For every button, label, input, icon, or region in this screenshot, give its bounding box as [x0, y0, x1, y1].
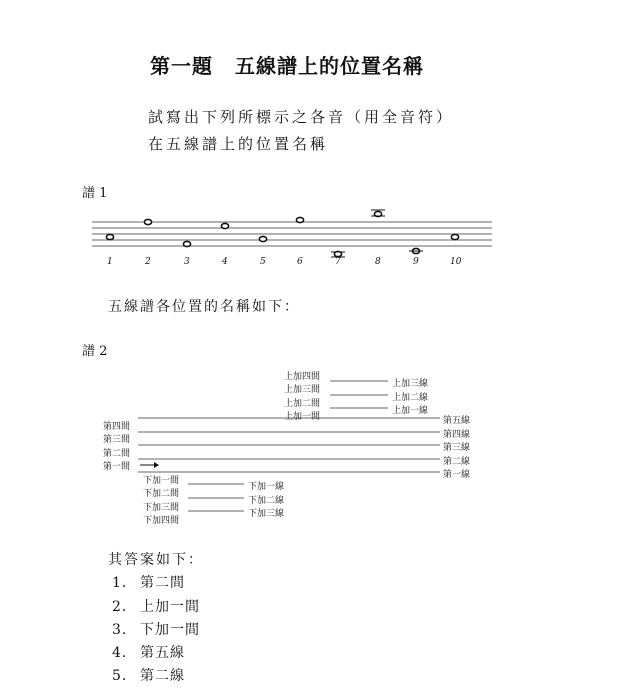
title-part1: 第一題 [150, 54, 213, 78]
upper-line-3: 上加三線 [392, 379, 429, 389]
answer-text: 第二線 [140, 668, 185, 684]
note-10 [451, 234, 458, 239]
answer-item [112, 619, 200, 639]
staff-line-5: 第五線 [443, 416, 471, 426]
instruction-line-2: 在五線譜上的位置名稱 [148, 135, 329, 153]
note-number-7: 7 [335, 257, 341, 267]
lower-space-1: 下加一間 [143, 476, 180, 486]
staff-line-1: 第一線 [443, 470, 471, 480]
answer-text: 第五線 [140, 645, 185, 661]
answer-number: 3. [112, 622, 128, 638]
answer-number: 5. [112, 668, 128, 684]
note-6 [296, 217, 303, 222]
note-2 [144, 219, 151, 224]
upper-space-1: 上加一間 [284, 412, 321, 422]
answer-item [112, 596, 200, 616]
upper-line-1: 上加一線 [392, 406, 429, 416]
instruction-line-1: 試寫出下列所標示之各音（用全音符） [148, 108, 455, 126]
lower-line-3: 下加三線 [248, 509, 285, 519]
note-number-10: 10 [450, 257, 462, 267]
answer-item [112, 665, 185, 685]
note-number-6: 6 [297, 257, 303, 267]
note-5 [259, 236, 266, 241]
answers-intro: 其答案如下： [108, 552, 204, 568]
upper-space-2: 上加二間 [284, 399, 321, 409]
answer-number: 2. [112, 599, 128, 615]
note-number-1: 1 [107, 257, 113, 267]
staff-line-2: 第二線 [443, 457, 471, 467]
names-intro: 五線譜各位置的名稱如下： [108, 299, 300, 315]
note-3 [183, 241, 190, 246]
answer-text: 第二間 [140, 575, 185, 591]
note-1 [106, 234, 113, 239]
staff-line-3: 第三線 [443, 443, 471, 453]
lower-space-4: 下加四間 [143, 516, 180, 526]
note-number-2: 2 [145, 257, 151, 267]
upper-space-3: 上加三間 [284, 385, 321, 395]
note-number-8: 8 [375, 257, 381, 267]
staff-space-3: 第三間 [103, 435, 131, 445]
staff-space-1: 第一間 [103, 462, 131, 472]
answer-text: 上加一間 [140, 599, 200, 615]
note-4 [221, 223, 228, 228]
staff-space-2: 第二間 [103, 449, 131, 459]
answer-number: 4. [112, 645, 128, 661]
lower-space-3: 下加三間 [143, 503, 180, 513]
note-number-3: 3 [184, 257, 190, 267]
answer-number: 1. [112, 575, 128, 591]
lower-space-2: 下加二間 [143, 489, 180, 499]
arrow-icon [140, 462, 159, 468]
note-number-4: 4 [222, 257, 228, 267]
title-part2: 五線譜上的位置名稱 [235, 54, 424, 78]
answer-item [112, 572, 185, 592]
upper-line-2: 上加二線 [392, 393, 429, 403]
staff-line-4: 第四線 [443, 430, 471, 440]
note-number-9: 9 [413, 257, 419, 267]
answer-text: 下加一間 [140, 622, 200, 638]
score2-label: 譜 2 [82, 344, 108, 359]
staff-space-4: 第四間 [103, 422, 131, 432]
answer-item [112, 642, 185, 662]
lower-line-1: 下加一線 [248, 482, 285, 492]
upper-space-4: 上加四間 [284, 372, 321, 382]
score1-label: 譜 1 [82, 186, 108, 201]
lower-line-2: 下加二線 [248, 496, 285, 506]
note-number-5: 5 [260, 257, 266, 267]
